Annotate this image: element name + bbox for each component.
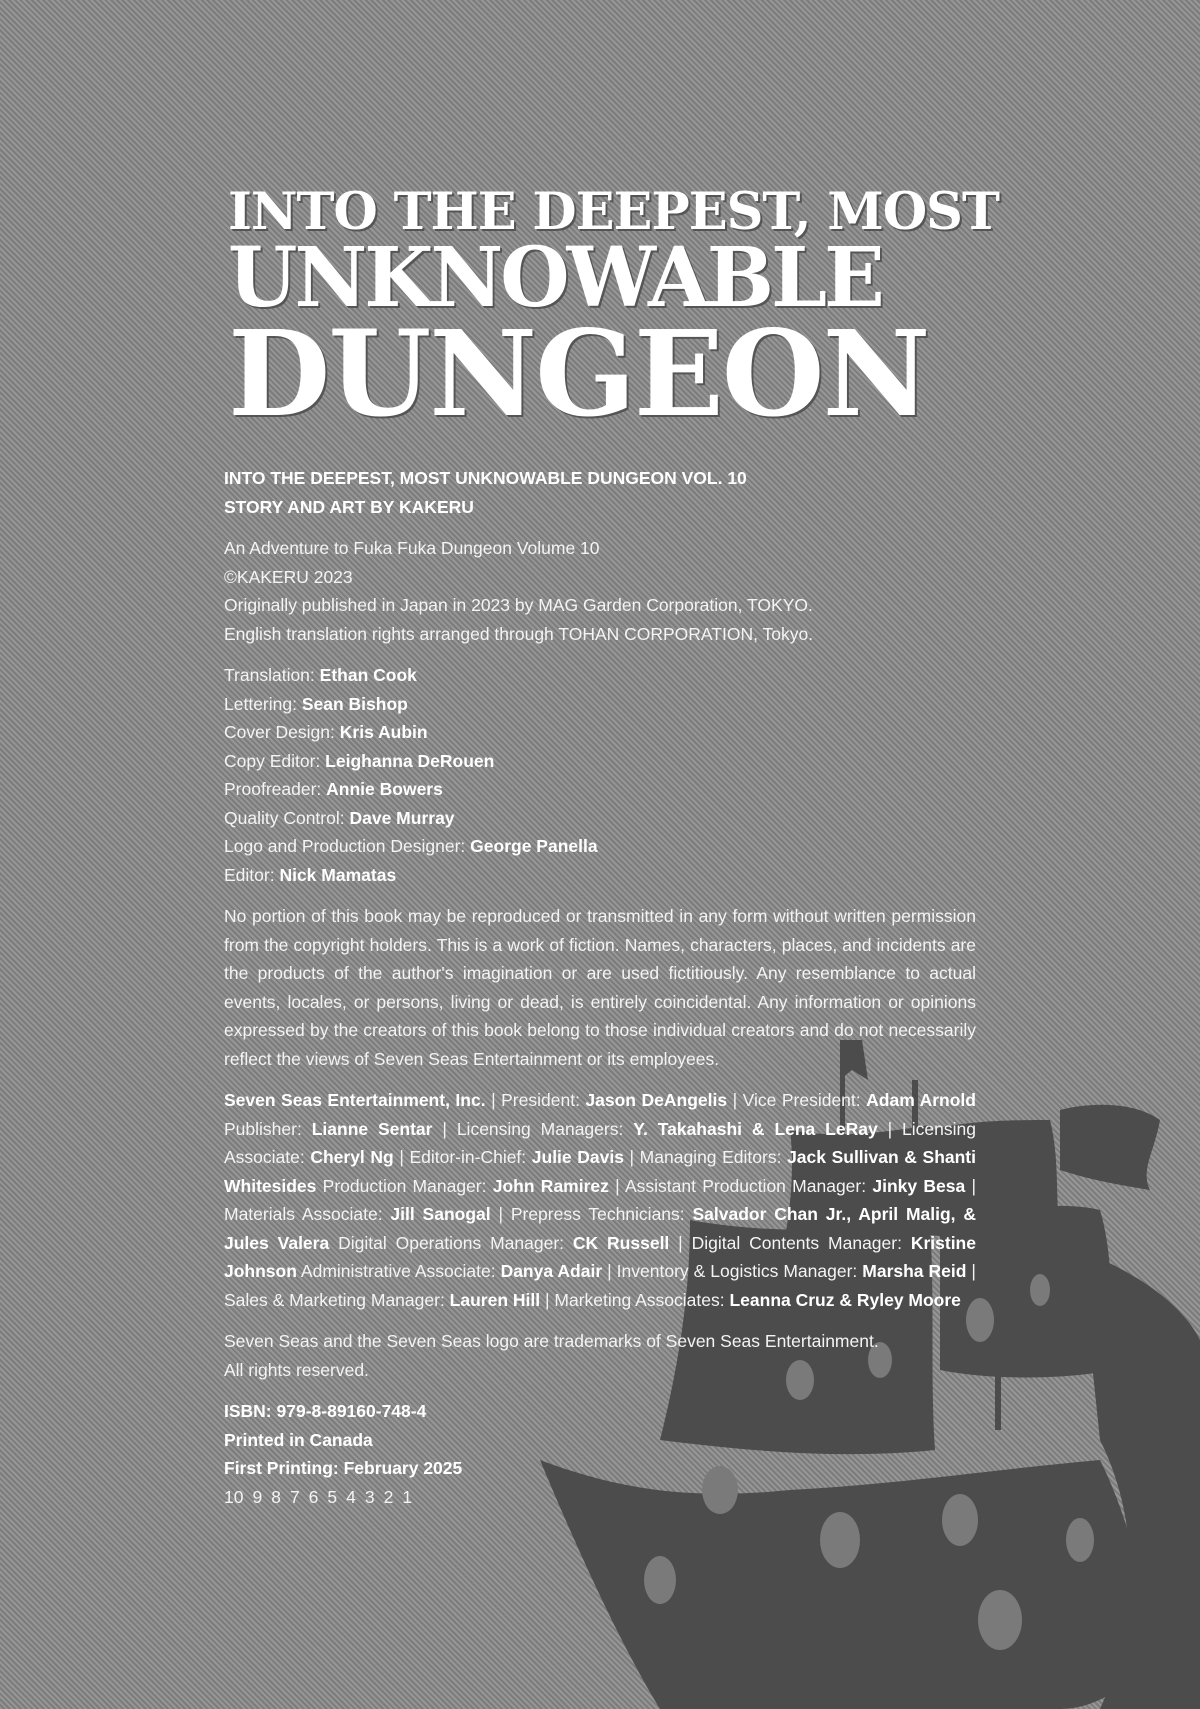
translation-rights-line: English translation rights arranged through TOHAN CORPORATION, Tokyo. [224, 623, 814, 644]
printing-number: 8 [271, 1486, 281, 1507]
trademark-line: Seven Seas and the Seven Seas logo are trademarks of Seven Seas Entertainment. [224, 1331, 879, 1351]
staff-name: Kristine Johnson [224, 1232, 976, 1281]
staff-name: Jason DeAngelis [585, 1090, 728, 1110]
staff-name: Salvador Chan Jr., April Malig, & Jules Valera [224, 1204, 976, 1253]
copyright-page-text [224, 464, 976, 1524]
staff-role: Publisher: [224, 1118, 312, 1139]
logo-line-1: INTO THE DEEPEST, MOST [228, 182, 999, 242]
staff-role: | Sales & Marketing Manager: [224, 1261, 976, 1310]
original-publisher-line: Originally published in Japan in 2023 by MAG Garden Corporation, TOKYO. [224, 595, 813, 615]
staff-list [224, 1086, 976, 1314]
staff-name: Seven Seas Entertainment, Inc. [224, 1090, 486, 1110]
story-art-credit: STORY AND ART BY KAKERU [224, 496, 474, 517]
staff-name: Marsha Reid [862, 1261, 967, 1281]
credit-translation: Translation: Ethan Cook [224, 665, 417, 685]
printed-in: Printed in Canada [224, 1429, 373, 1450]
credit-copy-editor: Copy Editor: Leighanna DeRouen [224, 750, 495, 771]
first-printing: First Printing: February 2025 [224, 1458, 463, 1478]
staff-name: Cheryl Ng [310, 1147, 394, 1167]
trademark-block [224, 1327, 976, 1384]
printing-number: 9 [252, 1486, 263, 1507]
printing-number: 4 [346, 1486, 356, 1507]
staff-role: | Managing Editors: [623, 1147, 788, 1167]
printing-number: 10 [224, 1486, 244, 1507]
printing-number: 6 [308, 1486, 319, 1507]
staff-name: Lianne Sentar [311, 1118, 433, 1139]
copyright-line: ©KAKERU 2023 [224, 566, 353, 587]
staff-role: | Licensing Managers: [432, 1118, 634, 1139]
isbn: ISBN: 979-8-89160-748-4 [224, 1401, 427, 1421]
volume-title: INTO THE DEEPEST, MOST UNKNOWABLE DUNGEON VOL. 10 [224, 468, 747, 488]
staff-role: | Licensing Associate: [224, 1118, 976, 1167]
legal-disclaimer: No portion of this book may be reproduced or transmitted in any form without written permission from the copyright holders. This is a work of fiction. Names, characters, places, and incidents are the products of the author's imagination or are used fictitiously. Any resemblance to actual events, locales, or persons, living or dead, is entirely coincidental. Any information or opinions expressed by the creators of this book belong to those individual creators and do not necessarily reflect the views of Seven Seas Entertainment or its employees. [224, 906, 976, 1069]
staff-name: Leanna Cruz & Ryley Moore [729, 1289, 961, 1310]
printing-number: 1 [402, 1486, 413, 1507]
staff-name: John Ramirez [492, 1175, 609, 1196]
staff-role: Administrative Associate: [296, 1261, 501, 1281]
credit-lettering: Lettering: Sean Bishop [224, 693, 408, 714]
staff-name: Lauren Hill [449, 1289, 541, 1310]
staff-name: CK Russell [572, 1232, 670, 1253]
series-logo [228, 182, 999, 443]
credits-block [224, 661, 976, 889]
credit-proofreader: Proofreader: Annie Bowers [224, 779, 443, 799]
printing-block [224, 1397, 976, 1511]
staff-name: Y. Takahashi & Lena LeRay [633, 1118, 878, 1139]
staff-role: | Prepress Technicians: [490, 1204, 693, 1224]
staff-role: | President: [485, 1090, 586, 1110]
staff-name: Danya Adair [500, 1261, 603, 1281]
staff-role: | Vice President: [727, 1090, 867, 1110]
logo-line-2: UNKNOWABLE [228, 230, 882, 326]
staff-role: | Marketing Associates: [540, 1289, 730, 1310]
staff-role: Production Manager: [316, 1175, 493, 1196]
credit-editor: Editor: Nick Mamatas [224, 864, 397, 885]
staff-name: Julie Davis [531, 1147, 624, 1167]
logo-line-3: DUNGEON [228, 304, 929, 443]
printing-number: 7 [289, 1486, 300, 1507]
staff-role: | Inventory & Logistics Manager: [602, 1261, 863, 1281]
staff-role: | Digital Contents Manager: [669, 1232, 911, 1253]
staff-name: Jack Sullivan & Shanti Whitesides [224, 1147, 976, 1196]
title-block [224, 464, 976, 521]
printing-number: 5 [327, 1486, 338, 1507]
staff-role: | Materials Associate: [224, 1175, 977, 1224]
printing-number-line [224, 1483, 976, 1512]
original-title: An Adventure to Fuka Fuka Dungeon Volume 10 [224, 538, 600, 558]
staff-role: | Assistant Production Manager: [608, 1175, 873, 1196]
rights-reserved-line: All rights reserved. [224, 1359, 369, 1380]
staff-name: Jill Sanogal [390, 1204, 491, 1224]
printing-number: 3 [364, 1486, 375, 1507]
staff-role: | Editor-in-Chief: [393, 1147, 532, 1167]
staff-name: Adam Arnold [866, 1090, 976, 1110]
credit-logo-production: Logo and Production Designer: George Panella [224, 836, 598, 856]
staff-name: Jinky Besa [872, 1175, 966, 1196]
credit-cover-design: Cover Design: Kris Aubin [224, 722, 428, 742]
credit-quality-control: Quality Control: Dave Murray [224, 807, 455, 828]
staff-role: Digital Operations Manager: [329, 1232, 573, 1253]
printing-number: 2 [383, 1486, 394, 1507]
original-publication-block [224, 534, 976, 648]
